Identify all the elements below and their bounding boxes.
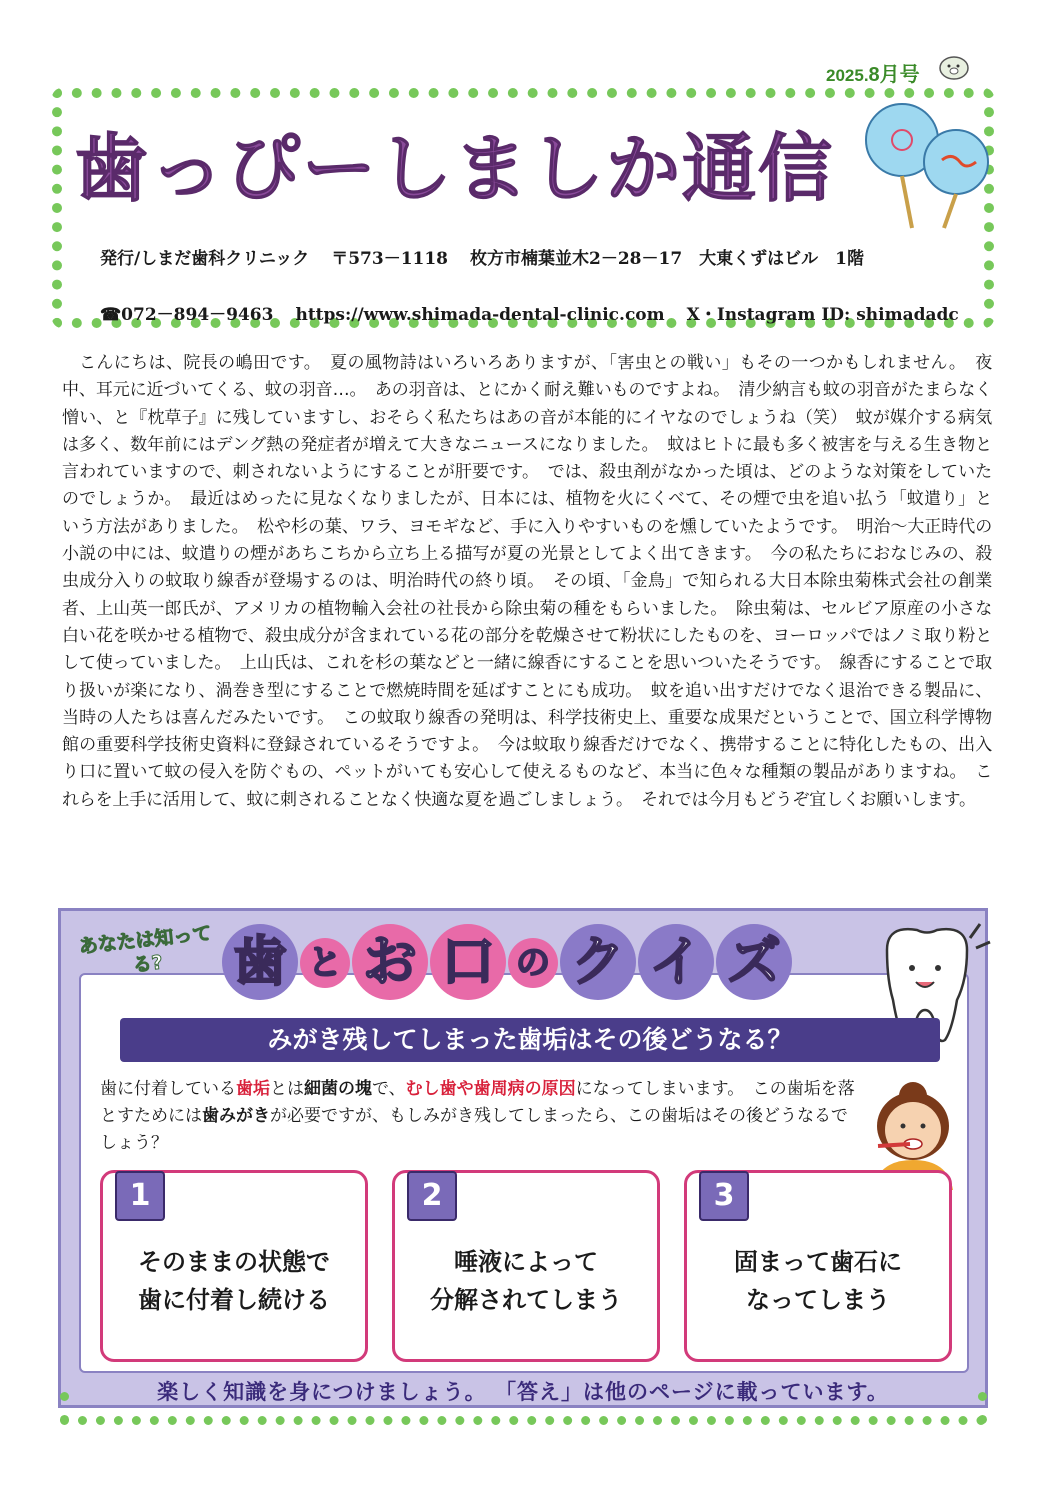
intro-text: になってしまいます。 この歯垢を落とすためには	[100, 1079, 855, 1126]
issue-label	[826, 58, 920, 87]
issue-month: 8月号	[868, 64, 920, 86]
pig-icon	[938, 54, 970, 80]
option-number: 2	[407, 1171, 457, 1221]
option-line: なってしまう	[746, 1286, 890, 1314]
quiz-title-char: お	[352, 924, 428, 1000]
intro-text: とは	[270, 1079, 304, 1099]
option-text	[687, 1243, 949, 1319]
quiz-title-char: ズ	[716, 924, 792, 1000]
bottom-dotted-border	[60, 1416, 986, 1425]
option-line: 固まって歯石に	[734, 1248, 902, 1276]
quiz-intro	[100, 1076, 860, 1157]
quiz-title-char: ク	[560, 924, 636, 1000]
quiz-option-1[interactable]	[100, 1170, 368, 1362]
issue-year: 2025.	[826, 66, 869, 85]
publisher: 発行/しまだ歯科クリニック	[100, 249, 310, 269]
quiz-footer: 楽しく知識を身につけましょう。 「答え」は他のページに載っています。	[157, 1380, 889, 1404]
left-dotted-border	[60, 1392, 69, 1424]
intro-bold: 細菌の塊	[304, 1079, 372, 1099]
publisher-info-line	[100, 244, 886, 269]
quiz-question-banner: みがき残してしまった歯垢はその後どうなる？	[120, 1018, 940, 1062]
intro-highlight: 歯垢	[236, 1079, 270, 1099]
option-number: 1	[115, 1171, 165, 1221]
option-number: 3	[699, 1171, 749, 1221]
website-link[interactable]: https://www.shimada-dental-clinic.com	[295, 305, 665, 325]
article-paragraph: こんにちは、院長の嶋田です。 夏の風物詩はいろいろありますが、「害虫との戦い」もその一つかもしれません。 夜中、耳元に近づいてくる、蚊の羽音…。 あの羽音は、とにかく耐え難いものですよね。 清少納言も蚊の羽音がたまらなく憎い、と『枕草子』に残していますし、おそらく私たちはあの音が本能的にイヤなのでしょうね（笑） 蚊が媒介する病気は多く、数年前にはデング熱の発症者が増えて大きなニュースになりました。 蚊はヒトに最も多く被害を与える生き物と言われていますので、刺されないようにすることが肝要です。 では、殺虫剤がなかった頃は、どのような対策をしていたのでしょうか。 最近はめったに見なくなりましたが、日本には、植物を火にくべて、その煙で虫を追い払う「蚊遣り」という方法がありました。 松や杉の葉、ワラ、ヨモギなど、手に入りやすいものを燻していたようです。 明治～大正時代の小説の中には、蚊遣りの煙があちこちから立ち上る描写が夏の光景としてよく出てきます。 今の私たちにおなじみの、殺虫成分入りの蚊取り線香が登場するのは、明治時代の終り頃。 その頃、「金鳥」で知られる大日本除虫菊株式会社の創業者、上山英一郎氏が、アメリカの植物輸入会社の社長から除虫菊の種をもらいました。 除虫菊は、セルビア原産の小さな白い花を咲かせる植物で、殺虫成分が含まれている花の部分を乾燥させて粉状にしたものを、ヨーロッパではノミ取り粉として使っていました。 上山氏は、これを杉の葉などと一緒に線香にすることを思いついたそうです。 線香にすることで取り扱いが楽になり、渦巻き型にすることで燃焼時間を延ばすことにも成功。 蚊を追い出すだけでなく退治できる製品に、当時の人たちは喜んだみたいです。 この蚊取り線香の発明は、科学技術史上、重要な成果だということで、国立科学博物館の重要科学技術史資料に登録されているそうですよ。 今は蚊取り線香だけでなく、携帯することに特化したもの、出入り口に置いて蚊の侵入を防ぐもの、ペットがいても安心して使えるものなど、本当に色々な種類の製品がありますね。 これらを上手に活用して、蚊に刺されることなく快適な夏を過ごしましょう。 それでは今月もどうぞ宜しくお願いします。	[62, 353, 992, 810]
contact-info-line	[100, 300, 981, 325]
quiz-option-2[interactable]	[392, 1170, 660, 1362]
option-line: そのままの状態で	[138, 1248, 330, 1276]
option-line: 分解されてしまう	[430, 1286, 622, 1314]
phone: ☎072－894－9463	[100, 305, 274, 325]
quiz-title-char: イ	[638, 924, 714, 1000]
quiz-title	[222, 924, 794, 1004]
quiz-badge: あなたは知ってる?	[77, 922, 213, 977]
intro-text: で、	[372, 1079, 406, 1099]
intro-text: が必要ですが、もしみがき残してしまったら、この歯垢はその後どうなるでしょう？	[100, 1106, 848, 1153]
intro-text: 歯に付着している	[100, 1079, 236, 1099]
option-line: 唾液によって	[454, 1248, 598, 1276]
right-dotted-border	[978, 1392, 987, 1424]
option-text	[103, 1243, 365, 1319]
quiz-option-3[interactable]	[684, 1170, 952, 1362]
sns-id: X・Instagram ID: shimadadc	[686, 305, 959, 325]
option-text	[395, 1243, 657, 1319]
newsletter-title: 歯っぴーしましか通信	[74, 126, 834, 212]
quiz-title-char: 歯	[222, 924, 298, 1000]
intro-bold: 歯みがき	[202, 1106, 270, 1126]
quiz-title-char: の	[508, 938, 558, 988]
article-body	[62, 350, 992, 814]
option-line: 歯に付着し続ける	[138, 1286, 330, 1314]
intro-highlight: むし歯や歯周病の原因	[405, 1079, 576, 1099]
quiz-title-char: 口	[430, 924, 506, 1000]
address: 枚方市楠葉並木2－28－17 大東くずはビル 1階	[470, 249, 864, 269]
postal-code: 〒573－1118	[331, 249, 449, 269]
uchiwa-fans-illustration	[852, 100, 992, 230]
quiz-title-char: と	[300, 938, 350, 988]
